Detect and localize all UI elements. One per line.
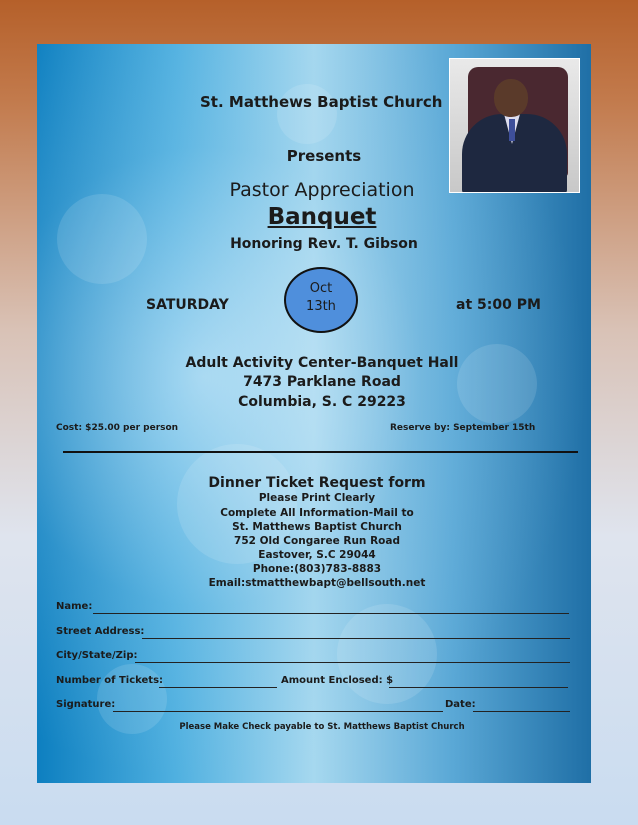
amount-field[interactable] <box>389 687 568 688</box>
street-address-field[interactable] <box>142 638 570 639</box>
event-day: SATURDAY <box>146 297 229 313</box>
event-subtitle: Banquet <box>267 204 377 230</box>
date-day: 13th <box>306 299 336 314</box>
flyer <box>37 44 591 783</box>
name-label: Name: <box>56 601 93 612</box>
form-line-1: Please Print Clearly <box>258 492 376 504</box>
presents-text: Presents <box>286 147 362 165</box>
form-line-3: St. Matthews Baptist Church <box>232 521 402 533</box>
form-line-2: Complete All Information-Mail to <box>220 507 414 519</box>
city-state-zip-label: City/State/Zip: <box>56 650 138 661</box>
date-month: Oct <box>309 281 333 296</box>
date-label: Date: <box>445 699 476 710</box>
check-note: Please Make Check payable to St. Matthews Baptist Church <box>179 722 465 732</box>
signature-label: Signature: <box>56 699 116 710</box>
reserve-by-text: Reserve by: September 15th <box>390 423 536 433</box>
venue-city: Columbia, S. C 29223 <box>238 394 406 410</box>
church-name: St. Matthews Baptist Church <box>200 93 443 111</box>
name-field[interactable] <box>93 613 569 614</box>
event-time: at 5:00 PM <box>456 297 541 313</box>
event-title: Pastor Appreciation <box>229 179 415 201</box>
honoring-text: Honoring Rev. T. Gibson <box>230 236 418 252</box>
form-line-6: Phone:(803)783-8883 <box>252 563 382 575</box>
street-address-label: Street Address: <box>56 626 145 637</box>
cost-text: Cost: $25.00 per person <box>56 423 179 433</box>
signature-field[interactable] <box>113 711 443 712</box>
amount-label: Amount Enclosed: $ <box>281 675 394 686</box>
venue-street: 7473 Parklane Road <box>243 374 401 390</box>
pastor-photo <box>449 58 580 193</box>
city-state-zip-field[interactable] <box>135 662 570 663</box>
tickets-label: Number of Tickets: <box>56 675 164 686</box>
form-line-4: 752 Old Congaree Run Road <box>234 535 400 547</box>
date-badge <box>284 267 358 333</box>
form-line-5: Eastover, S.C 29044 <box>258 549 376 561</box>
form-line-7: Email:stmatthewbapt@bellsouth.net <box>208 577 426 589</box>
tickets-field[interactable] <box>159 687 277 688</box>
divider-line <box>63 451 578 453</box>
form-title: Dinner Ticket Request form <box>208 475 426 491</box>
venue-name: Adult Activity Center-Banquet Hall <box>185 355 459 371</box>
date-field[interactable] <box>473 711 570 712</box>
bokeh-light <box>337 604 437 704</box>
